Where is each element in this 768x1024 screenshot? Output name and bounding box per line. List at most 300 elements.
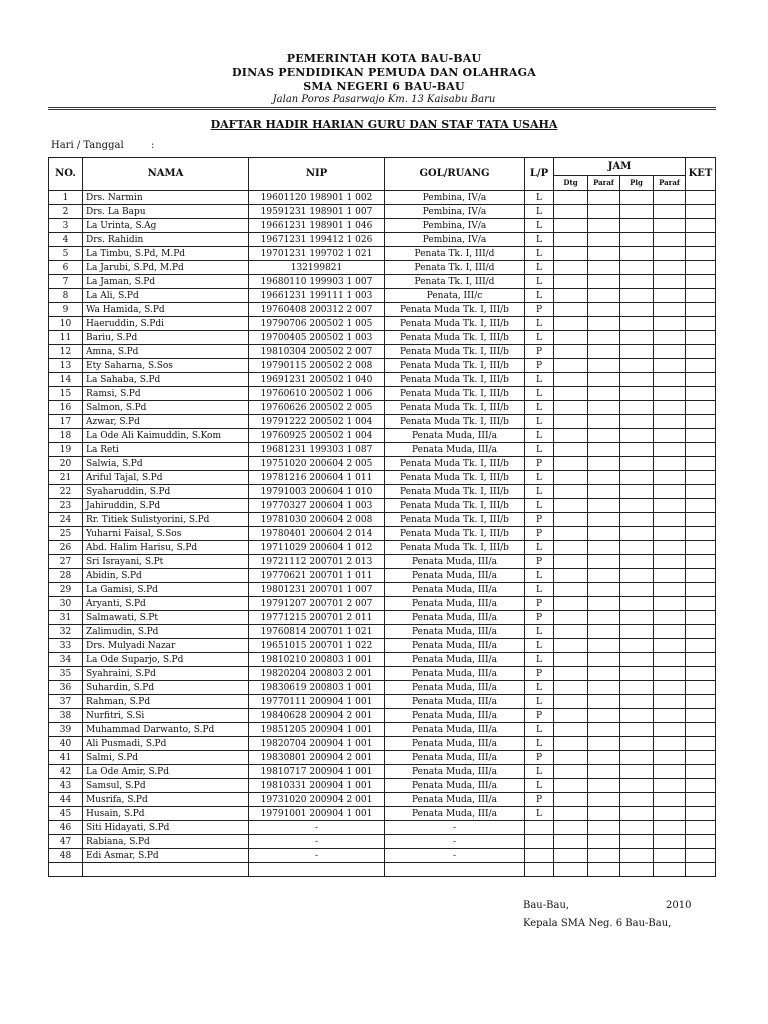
row-name: Zalimudin, S.Pd <box>83 625 249 639</box>
row-leave-time[interactable] <box>620 233 654 247</box>
row-name: Musrifa, S.Pd <box>83 793 249 807</box>
row-leave-time[interactable] <box>620 191 654 205</box>
row-arrival-initial[interactable] <box>588 681 620 695</box>
row-leave-time[interactable] <box>620 723 654 737</box>
row-arrival-initial[interactable] <box>588 835 620 849</box>
row-arrival-time[interactable] <box>554 835 588 849</box>
row-name: Husain, S.Pd <box>83 807 249 821</box>
row-arrival-time[interactable] <box>554 751 588 765</box>
row-note[interactable] <box>686 289 716 303</box>
row-arrival-time[interactable] <box>554 289 588 303</box>
row-leave-time[interactable] <box>620 331 654 345</box>
row-arrival-initial[interactable] <box>588 695 620 709</box>
row-arrival-initial[interactable] <box>588 527 620 541</box>
row-arrival-initial[interactable] <box>588 191 620 205</box>
row-gol-ruang: Penata Muda Tk. I, III/b <box>385 359 525 373</box>
row-leave-initial[interactable] <box>654 219 686 233</box>
row-leave-time[interactable] <box>620 849 654 863</box>
row-arrival-initial[interactable] <box>588 345 620 359</box>
row-name: Abidin, S.Pd <box>83 569 249 583</box>
row-arrival-initial[interactable] <box>588 709 620 723</box>
row-leave-initial[interactable] <box>654 499 686 513</box>
row-gender: L <box>525 723 554 737</box>
row-arrival-time[interactable] <box>554 191 588 205</box>
row-note[interactable] <box>686 569 716 583</box>
row-note[interactable] <box>686 401 716 415</box>
row-leave-initial[interactable] <box>654 345 686 359</box>
row-note[interactable] <box>686 653 716 667</box>
row-leave-initial[interactable] <box>654 247 686 261</box>
row-arrival-initial[interactable] <box>588 429 620 443</box>
row-arrival-initial[interactable] <box>588 219 620 233</box>
row-gender: L <box>525 373 554 387</box>
row-leave-time[interactable] <box>620 793 654 807</box>
row-leave-initial[interactable] <box>654 415 686 429</box>
row-leave-initial[interactable] <box>654 513 686 527</box>
row-leave-initial[interactable] <box>654 387 686 401</box>
row-note[interactable] <box>686 471 716 485</box>
row-number: 24 <box>49 513 83 527</box>
row-arrival-initial[interactable] <box>588 289 620 303</box>
table-row <box>49 653 716 667</box>
row-nip: 19760626 200502 2 005 <box>249 401 385 415</box>
row-gol-ruang: Penata Tk. I, III/d <box>385 275 525 289</box>
row-arrival-initial[interactable] <box>588 667 620 681</box>
row-leave-initial[interactable] <box>654 625 686 639</box>
row-gol-ruang: Penata Muda, III/a <box>385 807 525 821</box>
row-leave-initial[interactable] <box>654 765 686 779</box>
row-note[interactable] <box>686 709 716 723</box>
row-note[interactable] <box>686 317 716 331</box>
row-arrival-initial[interactable] <box>588 317 620 331</box>
table-row <box>49 807 716 821</box>
table-row <box>49 681 716 695</box>
row-arrival-initial[interactable] <box>588 247 620 261</box>
row-arrival-time[interactable] <box>554 779 588 793</box>
row-gol-ruang: Penata, III/c <box>385 289 525 303</box>
row-leave-initial[interactable] <box>654 373 686 387</box>
row-note[interactable] <box>686 723 716 737</box>
row-leave-time[interactable] <box>620 345 654 359</box>
row-leave-time[interactable] <box>620 401 654 415</box>
row-arrival-initial[interactable] <box>588 639 620 653</box>
empty-cell <box>554 863 588 877</box>
row-note[interactable] <box>686 331 716 345</box>
row-note[interactable] <box>686 513 716 527</box>
row-gender: L <box>525 247 554 261</box>
row-leave-time[interactable] <box>620 835 654 849</box>
row-leave-initial[interactable] <box>654 653 686 667</box>
row-number: 1 <box>49 191 83 205</box>
row-leave-time[interactable] <box>620 219 654 233</box>
row-arrival-initial[interactable] <box>588 723 620 737</box>
row-note[interactable] <box>686 667 716 681</box>
row-arrival-initial[interactable] <box>588 737 620 751</box>
row-note[interactable] <box>686 527 716 541</box>
row-arrival-time[interactable] <box>554 653 588 667</box>
row-nip: 19780401 200604 2 014 <box>249 527 385 541</box>
row-arrival-time[interactable] <box>554 737 588 751</box>
table-row <box>49 331 716 345</box>
row-arrival-time[interactable] <box>554 415 588 429</box>
table-row <box>49 667 716 681</box>
row-arrival-time[interactable] <box>554 219 588 233</box>
row-leave-initial[interactable] <box>654 261 686 275</box>
row-nip: 19691231 200502 1 040 <box>249 373 385 387</box>
row-leave-initial[interactable] <box>654 737 686 751</box>
row-arrival-time[interactable] <box>554 345 588 359</box>
row-note[interactable] <box>686 191 716 205</box>
row-gol-ruang: Penata Muda Tk. I, III/b <box>385 373 525 387</box>
row-arrival-initial[interactable] <box>588 751 620 765</box>
row-leave-initial[interactable] <box>654 289 686 303</box>
row-leave-initial[interactable] <box>654 485 686 499</box>
row-arrival-time[interactable] <box>554 667 588 681</box>
row-gol-ruang: Penata Muda Tk. I, III/b <box>385 387 525 401</box>
row-leave-time[interactable] <box>620 387 654 401</box>
row-leave-initial[interactable] <box>654 541 686 555</box>
row-arrival-time[interactable] <box>554 317 588 331</box>
row-note[interactable] <box>686 611 716 625</box>
row-leave-initial[interactable] <box>654 527 686 541</box>
row-note[interactable] <box>686 541 716 555</box>
row-leave-time[interactable] <box>620 485 654 499</box>
row-arrival-initial[interactable] <box>588 569 620 583</box>
row-arrival-initial[interactable] <box>588 793 620 807</box>
row-leave-time[interactable] <box>620 597 654 611</box>
row-leave-time[interactable] <box>620 765 654 779</box>
row-leave-time[interactable] <box>620 625 654 639</box>
row-gender: P <box>525 597 554 611</box>
row-note[interactable] <box>686 303 716 317</box>
row-leave-time[interactable] <box>620 205 654 219</box>
row-leave-initial[interactable] <box>654 555 686 569</box>
row-leave-initial[interactable] <box>654 611 686 625</box>
row-arrival-time[interactable] <box>554 205 588 219</box>
row-arrival-time[interactable] <box>554 401 588 415</box>
row-arrival-time[interactable] <box>554 429 588 443</box>
row-note[interactable] <box>686 695 716 709</box>
row-arrival-time[interactable] <box>554 443 588 457</box>
row-leave-initial[interactable] <box>654 821 686 835</box>
row-gender: P <box>525 303 554 317</box>
row-arrival-initial[interactable] <box>588 849 620 863</box>
row-leave-time[interactable] <box>620 569 654 583</box>
row-leave-time[interactable] <box>620 667 654 681</box>
row-note[interactable] <box>686 457 716 471</box>
row-leave-initial[interactable] <box>654 807 686 821</box>
row-arrival-initial[interactable] <box>588 205 620 219</box>
row-leave-time[interactable] <box>620 527 654 541</box>
row-arrival-initial[interactable] <box>588 359 620 373</box>
row-leave-initial[interactable] <box>654 835 686 849</box>
row-arrival-time[interactable] <box>554 359 588 373</box>
row-arrival-time[interactable] <box>554 569 588 583</box>
table-row <box>49 415 716 429</box>
table-row <box>49 401 716 415</box>
row-leave-time[interactable] <box>620 359 654 373</box>
row-note[interactable] <box>686 555 716 569</box>
row-arrival-time[interactable] <box>554 499 588 513</box>
row-arrival-time[interactable] <box>554 457 588 471</box>
row-note[interactable] <box>686 275 716 289</box>
row-arrival-initial[interactable] <box>588 625 620 639</box>
row-leave-initial[interactable] <box>654 457 686 471</box>
empty-cell <box>686 863 716 877</box>
row-note[interactable] <box>686 821 716 835</box>
row-leave-time[interactable] <box>620 247 654 261</box>
row-arrival-time[interactable] <box>554 695 588 709</box>
row-note[interactable] <box>686 779 716 793</box>
row-leave-initial[interactable] <box>654 569 686 583</box>
row-leave-time[interactable] <box>620 821 654 835</box>
row-leave-initial[interactable] <box>654 443 686 457</box>
row-name: La Gamisi, S.Pd <box>83 583 249 597</box>
row-leave-time[interactable] <box>620 709 654 723</box>
row-arrival-time[interactable] <box>554 709 588 723</box>
row-arrival-time[interactable] <box>554 303 588 317</box>
row-gender <box>525 821 554 835</box>
row-arrival-initial[interactable] <box>588 555 620 569</box>
row-gender: L <box>525 737 554 751</box>
row-arrival-initial[interactable] <box>588 415 620 429</box>
table-row-empty <box>49 863 716 877</box>
signature-year: 2010 <box>666 900 692 911</box>
row-note[interactable] <box>686 583 716 597</box>
row-note[interactable] <box>686 233 716 247</box>
row-leave-time[interactable] <box>620 429 654 443</box>
row-arrival-time[interactable] <box>554 625 588 639</box>
table-row <box>49 275 716 289</box>
row-arrival-time[interactable] <box>554 527 588 541</box>
row-note[interactable] <box>686 261 716 275</box>
row-arrival-time[interactable] <box>554 541 588 555</box>
row-nip: 19801231 200701 1 007 <box>249 583 385 597</box>
row-note[interactable] <box>686 219 716 233</box>
row-leave-time[interactable] <box>620 275 654 289</box>
row-arrival-time[interactable] <box>554 261 588 275</box>
row-note[interactable] <box>686 625 716 639</box>
row-leave-time[interactable] <box>620 303 654 317</box>
row-note[interactable] <box>686 765 716 779</box>
row-note[interactable] <box>686 807 716 821</box>
row-leave-time[interactable] <box>620 751 654 765</box>
row-arrival-time[interactable] <box>554 807 588 821</box>
row-arrival-initial[interactable] <box>588 765 620 779</box>
row-arrival-initial[interactable] <box>588 387 620 401</box>
row-leave-initial[interactable] <box>654 429 686 443</box>
row-note[interactable] <box>686 849 716 863</box>
row-note[interactable] <box>686 387 716 401</box>
row-arrival-initial[interactable] <box>588 471 620 485</box>
table-row <box>49 583 716 597</box>
row-arrival-initial[interactable] <box>588 303 620 317</box>
row-leave-time[interactable] <box>620 779 654 793</box>
row-leave-time[interactable] <box>620 471 654 485</box>
row-leave-time[interactable] <box>620 541 654 555</box>
row-name: Nurfitri, S.Si <box>83 709 249 723</box>
row-arrival-time[interactable] <box>554 849 588 863</box>
row-arrival-initial[interactable] <box>588 807 620 821</box>
row-arrival-time[interactable] <box>554 387 588 401</box>
row-leave-initial[interactable] <box>654 751 686 765</box>
row-leave-time[interactable] <box>620 415 654 429</box>
row-leave-initial[interactable] <box>654 401 686 415</box>
row-note[interactable] <box>686 359 716 373</box>
row-name: Ariful Tajal, S.Pd <box>83 471 249 485</box>
table-row <box>49 247 716 261</box>
row-arrival-time[interactable] <box>554 583 588 597</box>
row-leave-initial[interactable] <box>654 331 686 345</box>
row-note[interactable] <box>686 639 716 653</box>
table-row <box>49 499 716 513</box>
row-leave-initial[interactable] <box>654 275 686 289</box>
row-note[interactable] <box>686 835 716 849</box>
empty-cell <box>385 863 525 877</box>
row-note[interactable] <box>686 247 716 261</box>
row-note[interactable] <box>686 793 716 807</box>
table-row <box>49 793 716 807</box>
row-leave-initial[interactable] <box>654 583 686 597</box>
row-leave-initial[interactable] <box>654 709 686 723</box>
row-arrival-initial[interactable] <box>588 233 620 247</box>
row-arrival-initial[interactable] <box>588 443 620 457</box>
row-arrival-time[interactable] <box>554 555 588 569</box>
row-leave-initial[interactable] <box>654 639 686 653</box>
row-note[interactable] <box>686 681 716 695</box>
row-arrival-time[interactable] <box>554 513 588 527</box>
row-number: 23 <box>49 499 83 513</box>
row-arrival-initial[interactable] <box>588 331 620 345</box>
row-note[interactable] <box>686 597 716 611</box>
row-number: 18 <box>49 429 83 443</box>
row-note[interactable] <box>686 415 716 429</box>
row-gol-ruang: Penata Muda, III/a <box>385 429 525 443</box>
row-note[interactable] <box>686 499 716 513</box>
row-arrival-time[interactable] <box>554 765 588 779</box>
row-arrival-initial[interactable] <box>588 513 620 527</box>
row-gender: L <box>525 429 554 443</box>
row-leave-time[interactable] <box>620 289 654 303</box>
row-arrival-time[interactable] <box>554 275 588 289</box>
row-number: 20 <box>49 457 83 471</box>
row-leave-initial[interactable] <box>654 191 686 205</box>
row-leave-time[interactable] <box>620 583 654 597</box>
row-gender: L <box>525 807 554 821</box>
row-arrival-initial[interactable] <box>588 779 620 793</box>
row-leave-initial[interactable] <box>654 723 686 737</box>
row-arrival-initial[interactable] <box>588 499 620 513</box>
row-leave-initial[interactable] <box>654 779 686 793</box>
row-arrival-time[interactable] <box>554 611 588 625</box>
row-leave-time[interactable] <box>620 373 654 387</box>
row-arrival-time[interactable] <box>554 485 588 499</box>
row-arrival-time[interactable] <box>554 247 588 261</box>
row-leave-initial[interactable] <box>654 849 686 863</box>
row-name: Salmon, S.Pd <box>83 401 249 415</box>
row-leave-time[interactable] <box>620 457 654 471</box>
row-arrival-time[interactable] <box>554 681 588 695</box>
row-leave-initial[interactable] <box>654 205 686 219</box>
row-arrival-time[interactable] <box>554 597 588 611</box>
row-leave-time[interactable] <box>620 639 654 653</box>
row-leave-time[interactable] <box>620 653 654 667</box>
row-nip: 19810210 200803 1 001 <box>249 653 385 667</box>
row-arrival-initial[interactable] <box>588 653 620 667</box>
row-leave-time[interactable] <box>620 261 654 275</box>
row-arrival-time[interactable] <box>554 471 588 485</box>
row-name: La Ode Ali Kaimuddin, S.Kom <box>83 429 249 443</box>
row-arrival-time[interactable] <box>554 233 588 247</box>
row-arrival-time[interactable] <box>554 793 588 807</box>
row-number: 36 <box>49 681 83 695</box>
row-arrival-initial[interactable] <box>588 541 620 555</box>
row-leave-time[interactable] <box>620 317 654 331</box>
row-arrival-initial[interactable] <box>588 373 620 387</box>
row-leave-initial[interactable] <box>654 359 686 373</box>
row-note[interactable] <box>686 485 716 499</box>
row-note[interactable] <box>686 205 716 219</box>
row-arrival-initial[interactable] <box>588 583 620 597</box>
row-note[interactable] <box>686 443 716 457</box>
row-arrival-time[interactable] <box>554 331 588 345</box>
row-leave-initial[interactable] <box>654 303 686 317</box>
row-number: 19 <box>49 443 83 457</box>
row-leave-time[interactable] <box>620 807 654 821</box>
row-arrival-initial[interactable] <box>588 485 620 499</box>
row-gol-ruang: Penata Muda, III/a <box>385 695 525 709</box>
row-gender: L <box>525 499 554 513</box>
row-arrival-initial[interactable] <box>588 401 620 415</box>
row-leave-time[interactable] <box>620 513 654 527</box>
row-note[interactable] <box>686 429 716 443</box>
row-gol-ruang: Penata Muda Tk. I, III/b <box>385 541 525 555</box>
row-arrival-time[interactable] <box>554 373 588 387</box>
row-gol-ruang: Penata Muda, III/a <box>385 653 525 667</box>
row-arrival-time[interactable] <box>554 639 588 653</box>
row-leave-initial[interactable] <box>654 793 686 807</box>
row-note[interactable] <box>686 751 716 765</box>
row-leave-time[interactable] <box>620 695 654 709</box>
row-leave-time[interactable] <box>620 499 654 513</box>
row-arrival-initial[interactable] <box>588 597 620 611</box>
row-arrival-initial[interactable] <box>588 821 620 835</box>
row-arrival-initial[interactable] <box>588 457 620 471</box>
row-leave-time[interactable] <box>620 555 654 569</box>
row-leave-time[interactable] <box>620 737 654 751</box>
row-note[interactable] <box>686 373 716 387</box>
row-leave-initial[interactable] <box>654 681 686 695</box>
row-gender: P <box>525 751 554 765</box>
empty-cell <box>83 863 249 877</box>
row-leave-initial[interactable] <box>654 233 686 247</box>
row-leave-initial[interactable] <box>654 597 686 611</box>
row-leave-initial[interactable] <box>654 695 686 709</box>
row-leave-time[interactable] <box>620 611 654 625</box>
row-leave-initial[interactable] <box>654 317 686 331</box>
row-note[interactable] <box>686 345 716 359</box>
row-arrival-time[interactable] <box>554 723 588 737</box>
row-note[interactable] <box>686 737 716 751</box>
row-arrival-initial[interactable] <box>588 261 620 275</box>
row-arrival-initial[interactable] <box>588 275 620 289</box>
row-arrival-initial[interactable] <box>588 611 620 625</box>
row-leave-time[interactable] <box>620 443 654 457</box>
row-arrival-time[interactable] <box>554 821 588 835</box>
row-leave-initial[interactable] <box>654 667 686 681</box>
row-leave-time[interactable] <box>620 681 654 695</box>
row-leave-initial[interactable] <box>654 471 686 485</box>
